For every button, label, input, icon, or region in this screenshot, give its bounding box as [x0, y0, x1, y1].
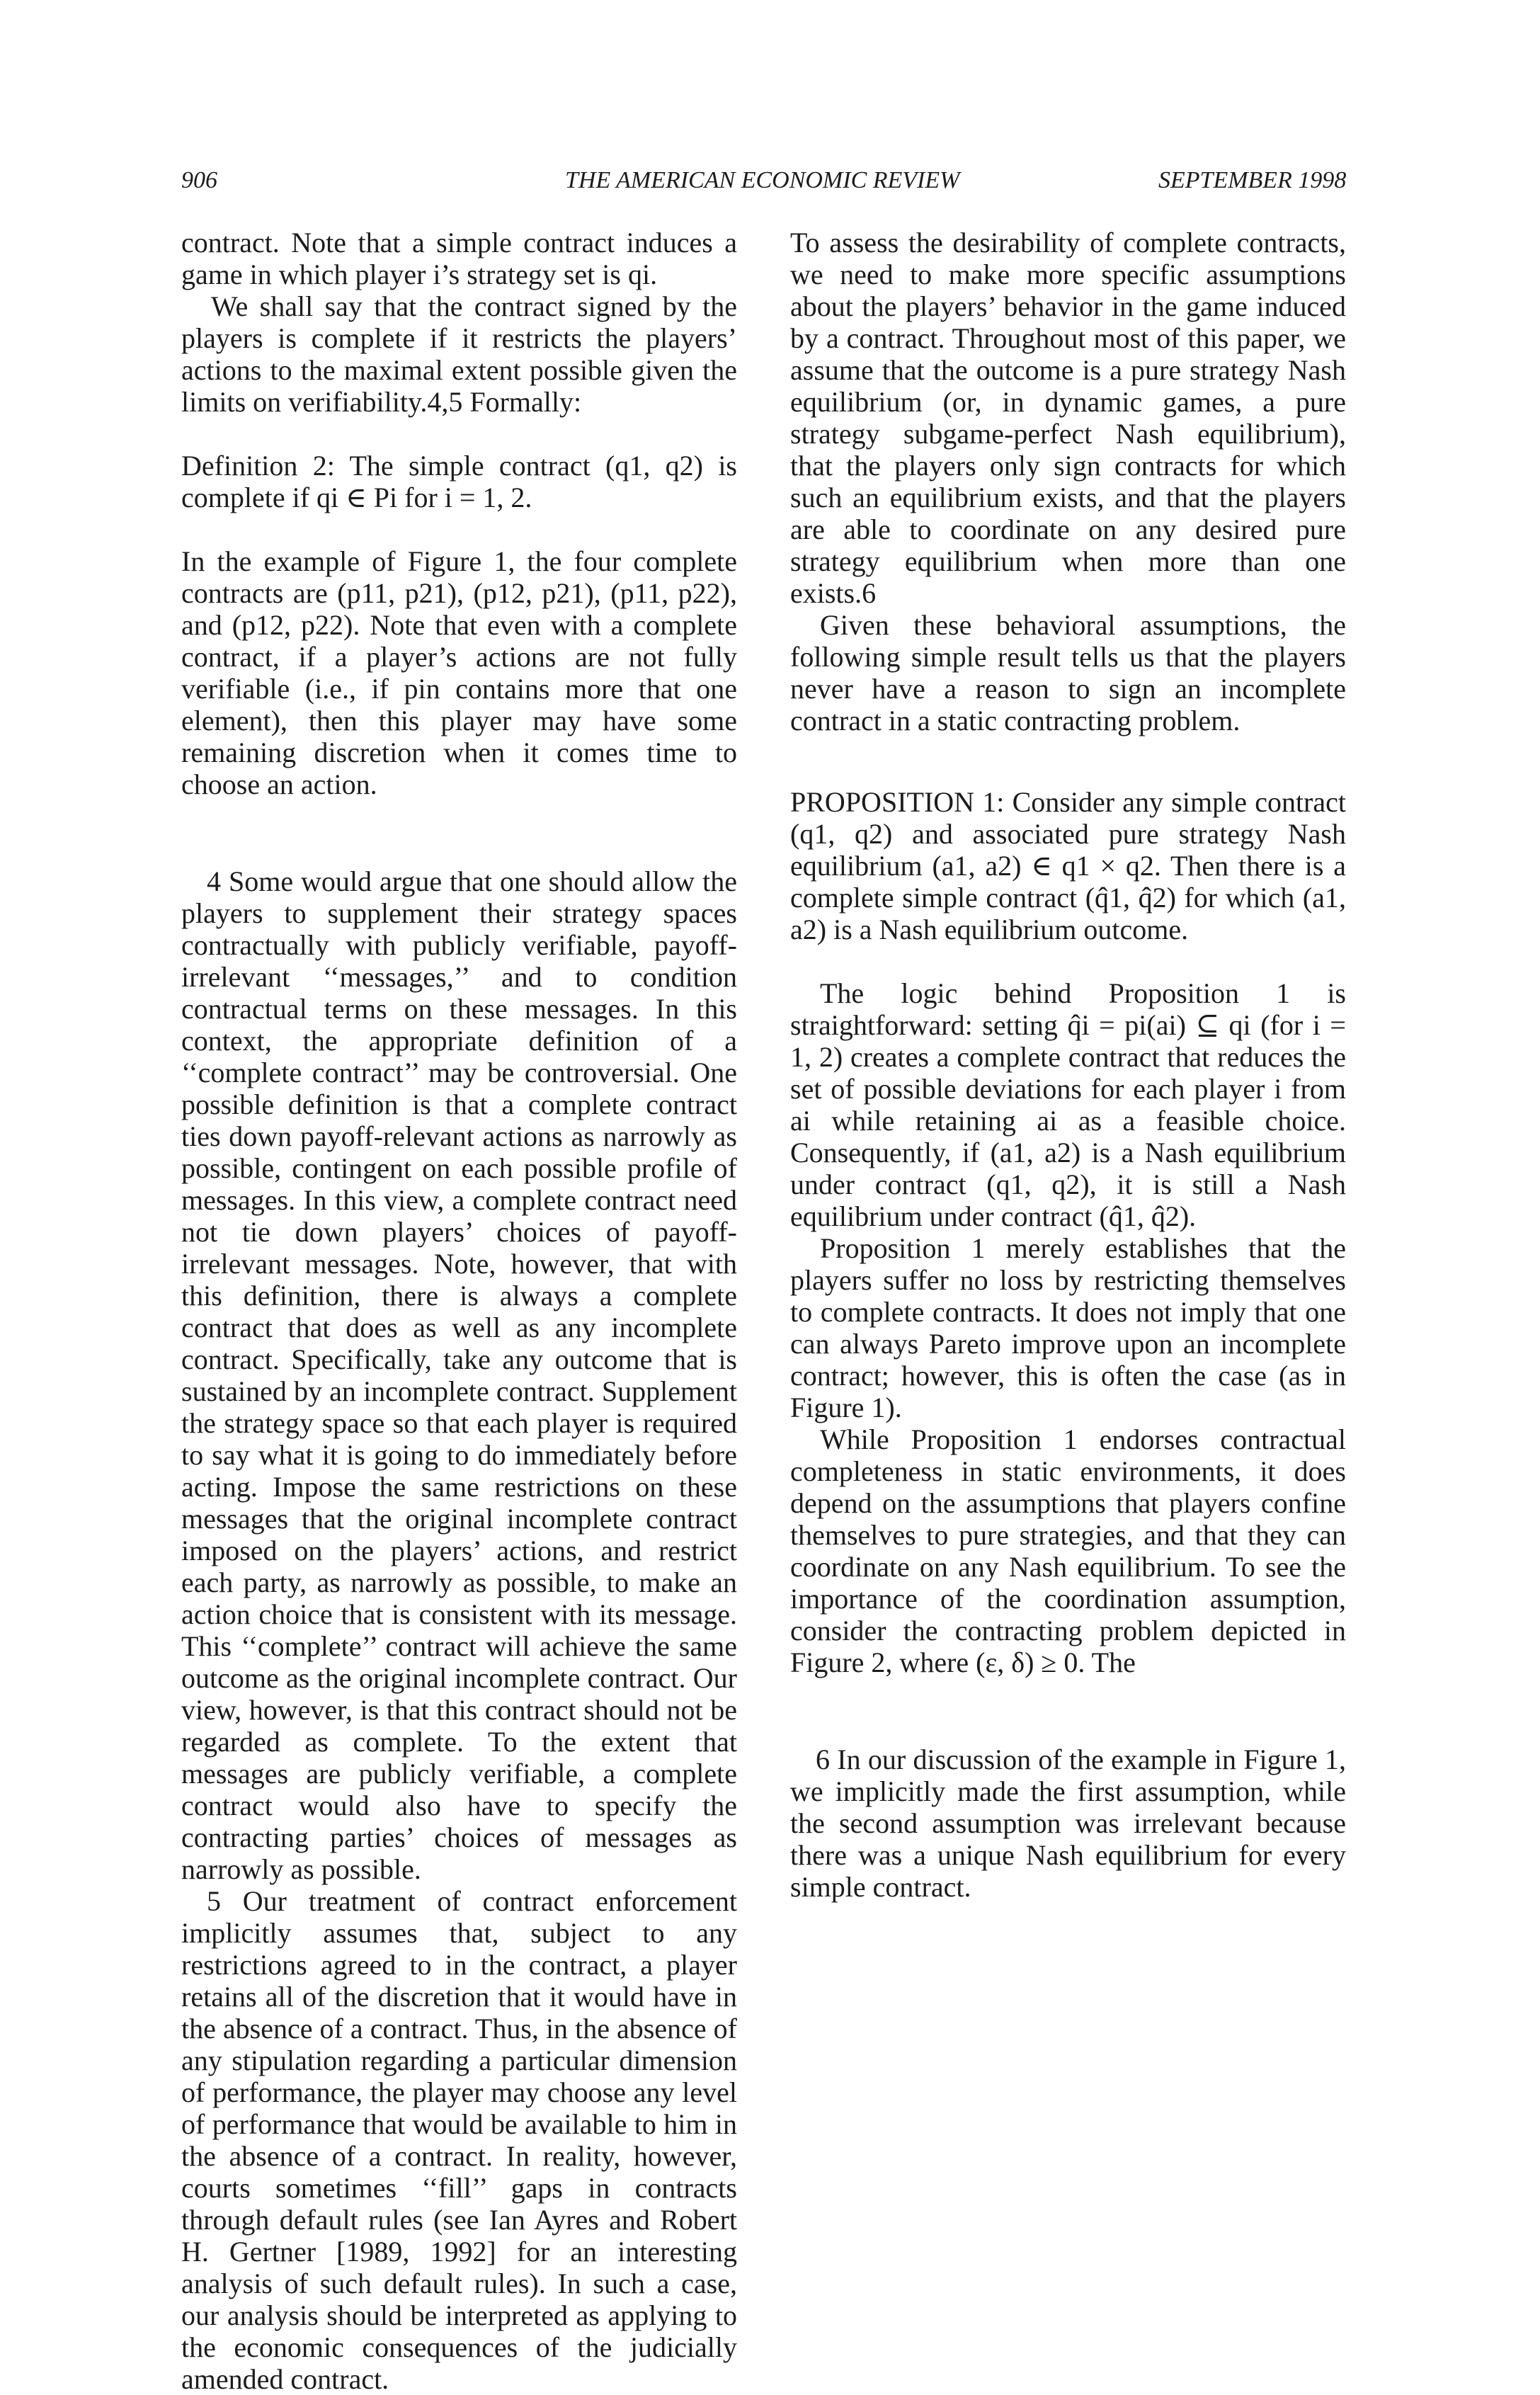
left-paragraph-2: We shall say that the contract signed by the players is complete if it restricts the players’ actions to the maximal extent possible given the limits on verifiability.4,5 Formally:	[181, 290, 737, 418]
page-number: 906	[181, 167, 217, 193]
left-paragraph-3: In the example of Figure 1, the four complete contracts are (p11, p21), (p12, p21), (p11, p22), and (p12, p22). Note that even with a complete contract, if a player’s actions are not fully verifiable (i.e., if pin contains more that one element), then this player may have some remaining discretion when it comes time to choose an action.	[181, 545, 737, 800]
journal-title: THE AMERICAN ECONOMIC REVIEW	[565, 167, 960, 193]
right-paragraph-2: Given these behavioral assumptions, the following simple result tells us that the players never have a reason to sign an incomplete contract in a static contracting problem.	[790, 609, 1346, 736]
right-paragraph-4: Proposition 1 merely establishes that the players suffer no loss by restricting themselves to complete contracts. It does not imply that one can always Pareto improve upon an incomplete contract; however, this is often the case (as in Figure 1).	[790, 1232, 1346, 1423]
running-header	[0, 167, 1540, 203]
right-column	[790, 227, 1346, 1903]
footnote-5: 5 Our treatment of contract enforcement implicitly assumes that, subject to any restrictions agreed to in the contract, a player retains all of the discretion that it would have in the absence of a contract. Thus, in the absence of any stipulation regarding a particular dimension of performance, the player may choose any level of performance that would be available to him in the absence of a contract. In reality, however, courts sometimes ‘‘fill’’ gaps in contracts through default rules (see Ian Ayres and Robert H. Gertner [1989, 1992] for an interesting analysis of such default rules). In such a case, our analysis should be interpreted as applying to the economic consequences of the judicially amended contract.	[181, 1885, 737, 2395]
definition-2: Definition 2: The simple contract (q1, q2) is complete if qi ∈ Pi for i = 1, 2.	[181, 450, 737, 513]
proposition-1: PROPOSITION 1: Consider any simple contract (q1, q2) and associated pure strategy Nash equilibrium (a1, a2) ∈ q1 × q2. Then there is a complete simple contract (q̂1, q̂2) for which (a1, a2) is a Nash equilibrium outcome.	[790, 786, 1346, 945]
right-paragraph-3: The logic behind Proposition 1 is straightforward: setting q̂i = pi(ai) ⊆ qi (for i = 1, 2) creates a complete contract that reduces the set of possible deviations for each player i from ai while retaining ai as a feasible choice. Consequently, if (a1, a2) is a Nash equilibrium under contract (q1, q2), it is still a Nash equilibrium under contract (q̂1, q̂2).	[790, 977, 1346, 1232]
left-column	[181, 227, 737, 2395]
right-paragraph-1: To assess the desirability of complete contracts, we need to make more specific assumptions about the players’ behavior in the game induced by a contract. Throughout most of this paper, we assume that the outcome is a pure strategy Nash equilibrium (or, in dynamic games, a pure strategy subgame-perfect Nash equilibrium), that the players only sign contracts for which such an equilibrium exists, and that the players are able to coordinate on any desired pure strategy equilibrium when more than one exists.6	[790, 227, 1346, 609]
issue-date: SEPTEMBER 1998	[1158, 167, 1347, 193]
footnote-6: 6 In our discussion of the example in Figure 1, we implicitly made the first assumption, while the second assumption was irrelevant because there was a unique Nash equilibrium for every simple contract.	[790, 1743, 1346, 1903]
left-paragraph-1: contract. Note that a simple contract induces a game in which player i’s strategy set is qi.	[181, 227, 737, 290]
right-paragraph-5: While Proposition 1 endorses contractual completeness in static environments, it does depend on the assumptions that players confine themselves to pure strategies, and that they can coordinate on any Nash equilibrium. To see the importance of the coordination assumption, consider the contracting problem depicted in Figure 2, where (ε, δ) ≥ 0. The	[790, 1423, 1346, 1678]
footnote-4: 4 Some would argue that one should allow the players to supplement their strategy spaces contractually with publicly verifiable, payoff-irrelevant ‘‘messages,’’ and to condition contractual terms on these messages. In this context, the appropriate definition of a ‘‘complete contract’’ may be controversial. One possible definition is that a complete contract ties down payoff-relevant actions as narrowly as possible, contingent on each possible profile of messages. In this view, a complete contract need not tie down players’ choices of payoff-irrelevant messages. Note, however, that with this definition, there is always a complete contract that does as well as any incomplete contract. Specifically, take any outcome that is sustained by an incomplete contract. Supplement the strategy space so that each player is required to say what it is going to do immediately before acting. Impose the same restrictions on these messages that the original incomplete contract imposed on the players’ actions, and restrict each party, as narrowly as possible, to make an action choice that is consistent with its message. This ‘‘complete’’ contract will achieve the same outcome as the original incomplete contract. Our view, however, is that this contract should not be regarded as complete. To the extent that messages are publicly verifiable, a complete contract would also have to specify the contracting parties’ choices of messages as narrowly as possible.	[181, 865, 737, 1885]
